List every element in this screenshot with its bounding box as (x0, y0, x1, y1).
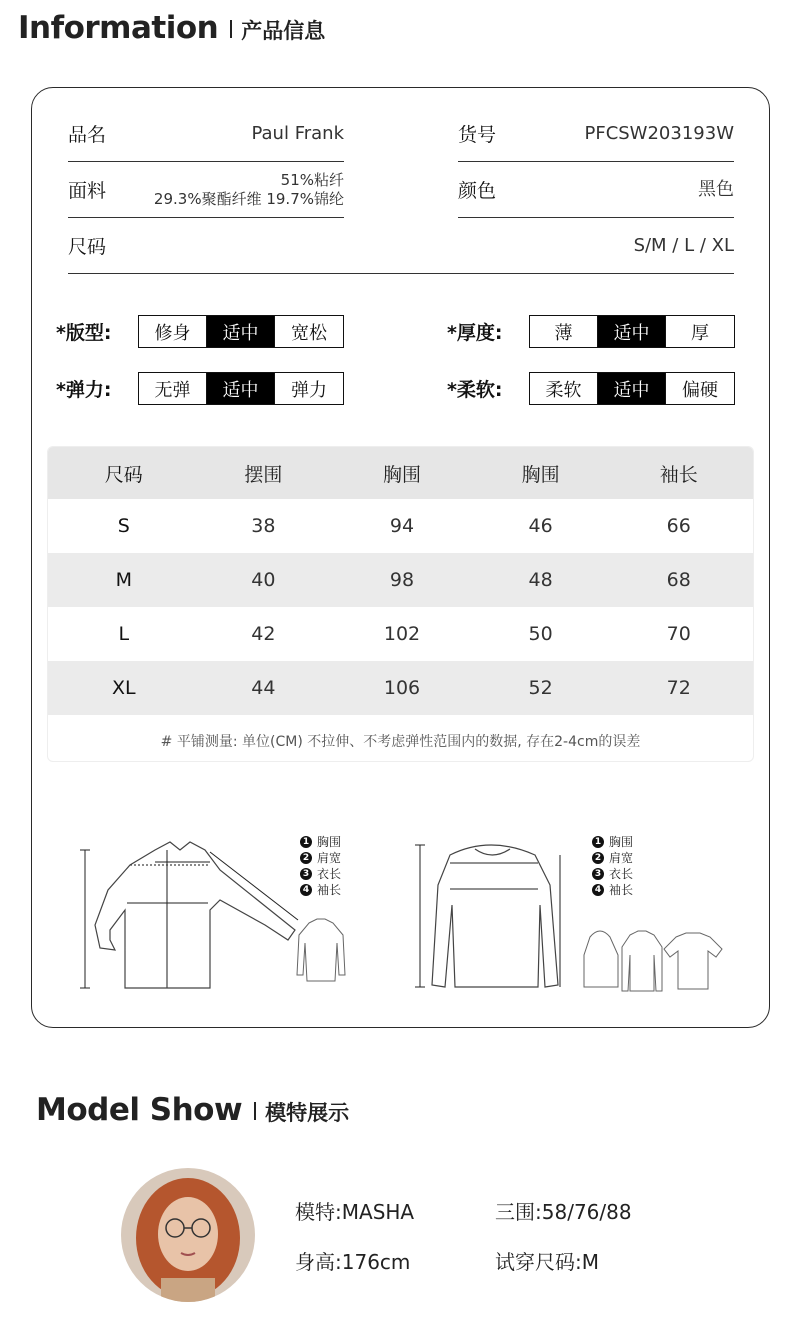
legend-item (592, 866, 633, 882)
attr-thickness (447, 315, 735, 348)
table-cell: S (117, 515, 130, 537)
fabric-line1: 51%粘纤 (280, 170, 344, 189)
sku-label: 货号 (458, 124, 497, 146)
legend-label: 衣长 (609, 867, 634, 881)
legend-label: 肩宽 (317, 851, 342, 865)
fabric-value (154, 171, 344, 209)
size-table (47, 446, 754, 762)
jacket-thumbnail (295, 915, 347, 987)
shirt-legend (300, 834, 341, 898)
attr-elasticity-options (138, 372, 344, 405)
model-height-label: 身高: (295, 1250, 342, 1274)
legend-item (300, 882, 341, 898)
name-value: Paul Frank (251, 122, 344, 144)
attr-softness-options (529, 372, 735, 405)
model-name-label: 模特: (295, 1200, 342, 1224)
table-cell: 102 (383, 623, 421, 645)
attr-fit-label: *版型: (56, 322, 112, 344)
sweatshirt-measure-diagram (410, 835, 575, 1000)
legend-item (592, 850, 633, 866)
legend-number: 1 (592, 836, 604, 848)
table-cell: 50 (528, 623, 553, 645)
legend-item (300, 866, 341, 882)
attr-option-selected: 适中 (598, 316, 666, 347)
legend-number: 4 (300, 884, 312, 896)
title-divider (254, 1102, 256, 1120)
table-cell: XL (111, 677, 136, 699)
attr-option: 偏硬 (682, 379, 718, 401)
table-header-row (48, 447, 753, 499)
fabric-line2: 29.3%聚酯纤维 19.7%锦纶 (153, 189, 344, 208)
table-cell: L (118, 623, 130, 645)
legend-number: 3 (300, 868, 312, 880)
legend-number: 3 (592, 868, 604, 880)
color-label: 颜色 (458, 180, 497, 202)
table-cell: 98 (389, 569, 415, 591)
table-cell: 70 (666, 623, 691, 645)
table-cell: 72 (666, 677, 691, 699)
legend-item (300, 834, 341, 850)
attr-fit-options (138, 315, 344, 348)
sku-value: PFCSW203193W (584, 122, 734, 144)
model-height (295, 1246, 410, 1275)
info-row-color (458, 162, 734, 218)
table-cell: 94 (389, 515, 415, 537)
table-header: 胸围 (382, 463, 421, 486)
table-row (48, 499, 753, 553)
attr-option: 修身 (139, 316, 207, 347)
table-header: 袖长 (659, 463, 698, 486)
attr-softness (447, 372, 735, 405)
info-row-sku (458, 106, 734, 162)
info-row-fabric (68, 162, 344, 218)
model-try-value: M (581, 1250, 600, 1274)
table-cell: 52 (528, 677, 553, 699)
table-cell: M (115, 569, 132, 591)
model-try-size (495, 1246, 599, 1275)
model-try-label: 试穿尺码: (495, 1250, 582, 1274)
sweatshirt-legend (592, 834, 633, 898)
table-cell: 42 (251, 623, 276, 645)
attr-option-selected: 适中 (598, 373, 666, 404)
size-value: S/M / L / XL (633, 234, 734, 256)
attr-elasticity (56, 372, 344, 405)
model-title-en: Model Show (36, 1092, 243, 1128)
table-row (48, 553, 753, 607)
table-cell: 66 (666, 515, 691, 537)
table-header: 尺码 (104, 463, 143, 486)
legend-label: 胸围 (317, 835, 342, 849)
model-title-cn: 模特展示 (265, 1101, 350, 1125)
info-title-cn: 产品信息 (241, 19, 326, 43)
model-name-value: MASHA (341, 1200, 415, 1224)
table-header: 摆围 (244, 463, 283, 486)
attr-elasticity-label: *弹力: (56, 379, 112, 401)
model-avatar (121, 1168, 255, 1302)
legend-label: 袖长 (317, 883, 342, 897)
attr-softness-label: *柔软: (447, 379, 503, 401)
garment-thumbnails (580, 925, 725, 995)
attr-thickness-options (529, 315, 735, 348)
table-cell: 46 (528, 515, 553, 537)
attr-thickness-label: *厚度: (447, 322, 503, 344)
legend-number: 2 (300, 852, 312, 864)
model-section-title (36, 1092, 349, 1128)
table-header: 胸围 (521, 463, 560, 486)
attr-option: 薄 (530, 316, 598, 347)
fabric-label: 面料 (68, 180, 107, 202)
attr-option: 柔软 (530, 373, 598, 404)
table-cell: 44 (251, 677, 276, 699)
info-title-en: Information (18, 10, 219, 46)
attr-fit (56, 315, 344, 348)
name-label: 品名 (68, 124, 107, 146)
model-height-value: 176cm (341, 1250, 411, 1274)
model-measure-label: 三围: (495, 1200, 542, 1224)
attr-option-selected: 适中 (207, 373, 275, 404)
attr-option: 厚 (691, 322, 709, 344)
legend-label: 衣长 (317, 867, 342, 881)
table-cell: 40 (251, 569, 276, 591)
attr-option-selected: 适中 (207, 316, 275, 347)
color-value: 黑色 (698, 178, 734, 200)
legend-label: 肩宽 (609, 851, 634, 865)
title-divider (230, 20, 232, 38)
attr-option: 无弹 (139, 373, 207, 404)
legend-number: 2 (592, 852, 604, 864)
legend-number: 1 (300, 836, 312, 848)
table-note: # 平铺测量: 单位(CM) 不拉伸、不考虑弹性范围内的数据, 存在2-4cm的误差 (160, 734, 641, 750)
table-cell: 38 (251, 515, 276, 537)
table-cell: 48 (528, 569, 553, 591)
attr-option: 弹力 (291, 379, 327, 401)
model-measurements (495, 1196, 632, 1225)
legend-item (592, 834, 633, 850)
info-row-size (68, 218, 734, 274)
legend-label: 袖长 (609, 883, 634, 897)
legend-number: 4 (592, 884, 604, 896)
model-measure-value: 58/76/88 (541, 1200, 632, 1224)
model-name (295, 1196, 414, 1225)
legend-item (592, 882, 633, 898)
table-cell: 68 (666, 569, 691, 591)
legend-label: 胸围 (609, 835, 634, 849)
table-row (48, 607, 753, 661)
info-row-name (68, 106, 344, 162)
attr-option: 宽松 (291, 322, 327, 344)
info-section-title (18, 10, 325, 46)
table-row (48, 661, 753, 715)
table-cell: 106 (383, 677, 421, 699)
size-label: 尺码 (68, 236, 107, 258)
legend-item (300, 850, 341, 866)
